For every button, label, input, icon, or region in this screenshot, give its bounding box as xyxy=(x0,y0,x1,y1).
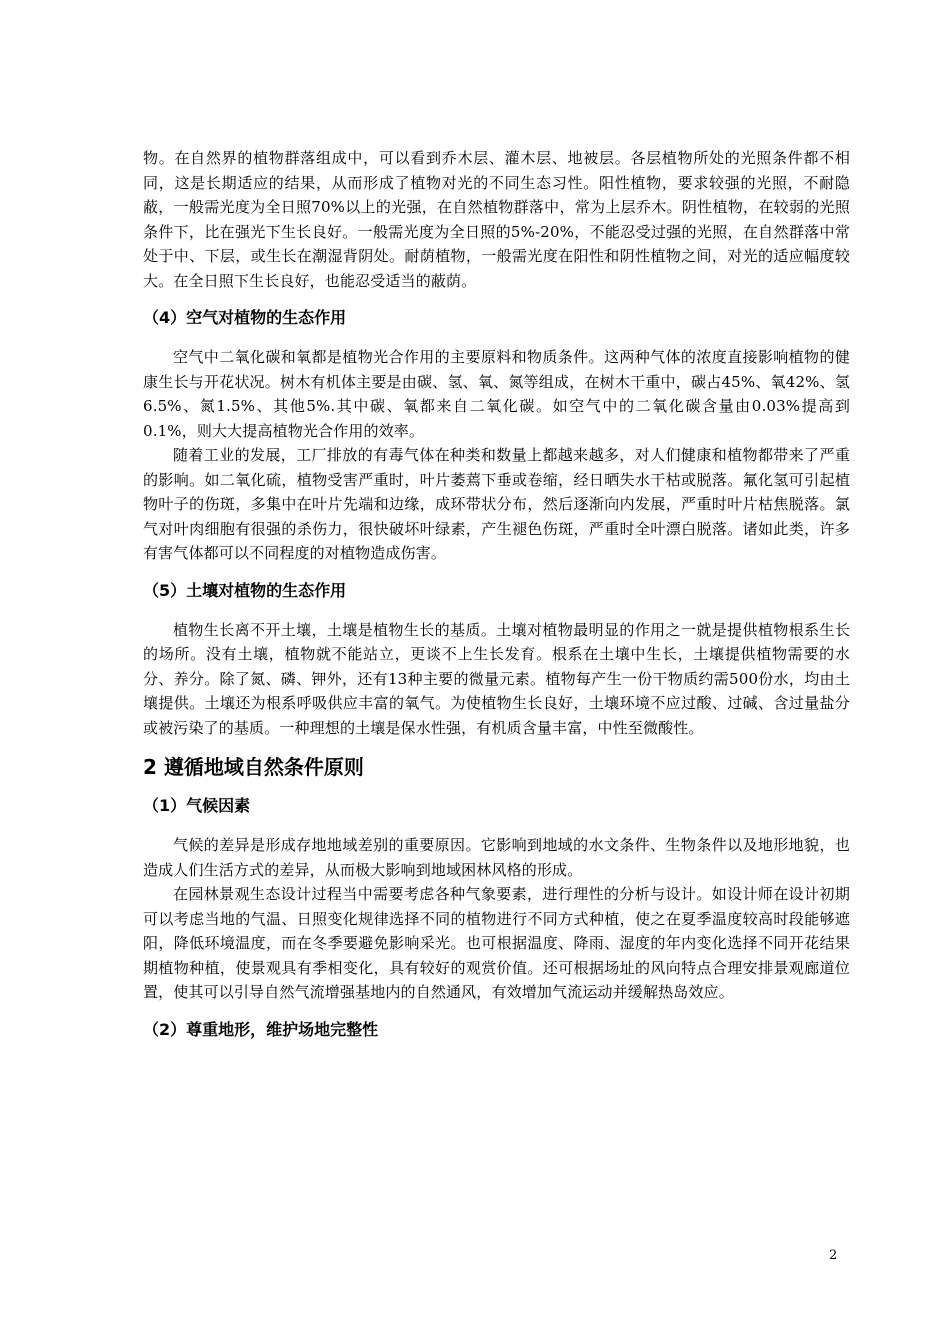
paragraph-climate-differences: 气候的差异是形成存地地域差别的重要原因。它影响到地域的水文条件、生物条件以及地形地貌，也造成人们生活方式的差异，从而极大影响到地域困林风格的形成。 xyxy=(143,836,850,879)
paragraph-light-habits: 物。在自然界的植物群落组成中，可以看到乔木层、灌木层、地被层。各层植物所处的光照条件都不相同，这是长期适应的结果，从而形成了植物对光的不同生态习性。阳性植物，要求较强的光照，不耐隐蔽，一般需光度为全日照70%以上的光强，在自然植物群落中，常为上层乔木。阴性植物，在较弱的光照条件下，比在强光下生长良好。一般需光度为全日照的5%-20%，不能忍受过强的光照，在自然群落中常处于中、下层，或生长在潮湿背阴处。耐荫植物，一般需光度在阳性和阴性植物之间，对光的适应幅度较大。在全日照下生长良好，也能忍受适当的蔽荫。 xyxy=(143,149,850,290)
heading-section-2: 2 遵循地域自然条件原则 xyxy=(143,755,364,779)
paragraph-climate-design: 在园林景观生态设计过程当中需要考虑各种气象要素，进行理性的分析与设计。如设计师在设计初期可以考虑当地的气温、日照变化规律选择不同的植物进行不同方式种植，使之在夏季温度较高时段能够遮阳，降低环境温度，而在冬季要避免影响采光。也可根据温度、降雨、湿度的年内变化选择不同开花结果期植物种植，使景观具有季相变化，具有较好的观赏价值。还可根据场址的风向特点合理安排景观廊道位置，使其可以引导自然气流增强基地内的自然通风，有效增加气流运动并缓解热岛效应。 xyxy=(143,885,850,1001)
heading-climate-factors: （1）气候因素 xyxy=(143,796,251,815)
paragraph-air-photosynthesis: 空气中二氧化碳和氧都是植物光合作用的主要原料和物质条件。这两种气体的浓度直接影响植物的健康生长与开花状况。树木有机体主要是由碳、氢、氧、氮等组成，在树木干重中，碳占45%、氧42%、氢6.5%、氮1.5%、其他5%.其中碳、氧都来自二氧化碳。如空气中的二氧化碳含量由0.03%提高到0.1%，则大大提高植物光合作用的效率。 xyxy=(143,348,850,440)
page-number: 2 xyxy=(829,1248,838,1263)
heading-soil-ecological-role: （5）土壤对植物的生态作用 xyxy=(143,580,347,600)
page-content xyxy=(143,146,850,1042)
heading-respect-terrain: （2）尊重地形，维护场地完整性 xyxy=(143,1019,379,1039)
heading-air-ecological-role: （4）空气对植物的生态作用 xyxy=(143,308,347,327)
paragraph-air-pollution: 随着工业的发展，工厂排放的有毒气体在种类和数量上都越来越多，对人们健康和植物都带来了严重的影响。如二氧化硫，植物受害严重时，叶片萎蔫下垂或卷缩，经日晒失水干枯或脱落。氟化氢可引起植物叶子的伤斑，多集中在叶片先端和边缘，成环带状分布，然后逐渐向内发展，严重时叶片枯焦脱落。氯气对叶肉细胞有很强的杀伤力，很快破坏叶绿素，产生褪色伤斑，严重时全叶漂白脱落。诸如此类，许多有害气体都可以不同程度的对植物造成伤害。 xyxy=(143,446,850,562)
paragraph-soil: 植物生长离不开土壤，土壤是植物生长的基质。土壤对植物最明显的作用之一就是提供植物根系生长的场所。没有土壤，植物就不能站立，更谈不上生长发育。根系在土壤中生长，土壤提供植物需要的水分、养分。除了氮、磷、钾外，还有13种主要的微量元素。植物每产生一份干物质约需500份水，均由土壤提供。土壤还为根系呼吸供应丰富的氧气。为使植物生长良好，土壤环境不应过酸、过碱、含过量盐分或被污染了的基质。一种理想的土壤是保水性强，有机质含量丰富，中性至微酸性。 xyxy=(143,620,850,737)
